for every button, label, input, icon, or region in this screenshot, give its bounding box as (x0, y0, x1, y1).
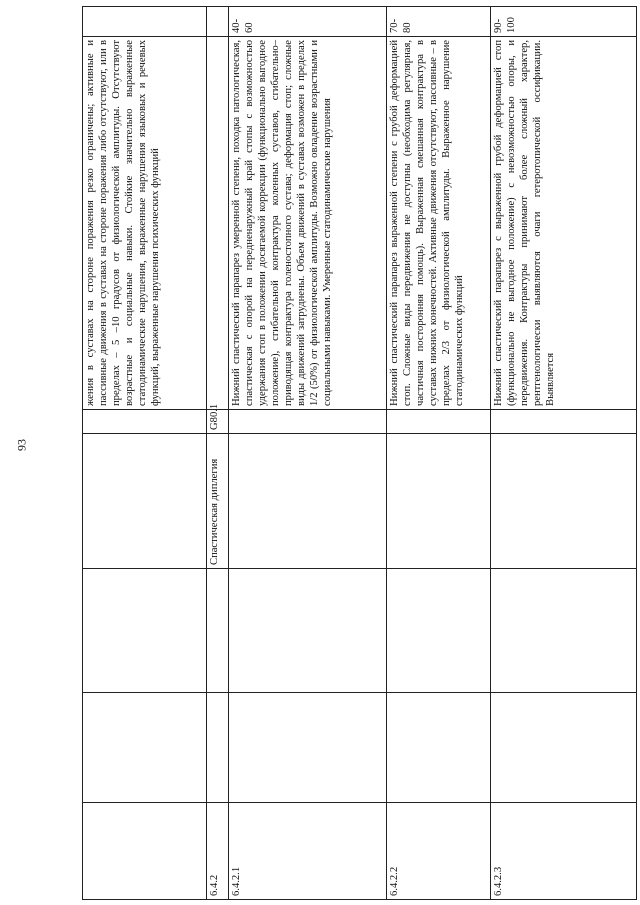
rotated-table-container (82, 7, 636, 900)
icd-cell (387, 410, 491, 434)
description-cell (207, 37, 229, 410)
description-cell: Нижний спастический парапарез выраженной степени с грубой деформацией стоп. Сложные виды передвижения не доступны (необходима регулярная, частичная посторонняя помощь). Выраженная смешанная контрактура в суставах нижних конечностей. Активные движения отсутствуют, пассивные – в пределах 2/3 от физиологической амплитуды. Выраженное нарушение статодинамических функций (387, 37, 491, 410)
table-row (229, 7, 387, 900)
disease-cell (491, 434, 637, 569)
disease-cell: Спастическая диплегия (207, 434, 229, 569)
empty-cell (229, 693, 387, 803)
empty-cell (491, 693, 637, 803)
empty-cell (207, 693, 229, 803)
empty-cell (491, 569, 637, 693)
percent-cell: 40-60 (229, 7, 387, 37)
icd-cell: G80.1 (207, 410, 229, 434)
empty-cell (83, 693, 207, 803)
description-cell: Нижний спастический парапарез умеренной степени, походка патологическая, спастическая с опорой на передненаружный край стопы с возможностью удержания стоп в положении досягаемой коррекции (функционально выгодное положение), сгибательной контрактура коленных суставов, сгибательно–приводящая контрактура голеностопного сустава; деформация стоп; сложные виды движений затруднены. Объем движений в суставах возможен в пределах 1/2 (50%) от физиологической амплитуды. Возможно овладение возрастными и социальными навыками. Умеренные статодинамические нарушения (229, 37, 387, 410)
description-cell: Нижний спастический парапарез с выраженной грубой деформацией стоп (функционально не выгодное положение) с невозможностью опоры, и передвижения. Контрактуры принимают более сложный характер, рентгенологически выявляются очаги гетеротопической оссификации. Выявляется (491, 37, 637, 410)
table-row (491, 7, 637, 900)
disease-cell (83, 434, 207, 569)
disability-criteria-table (82, 6, 637, 900)
table-row (387, 7, 491, 900)
icd-cell (491, 410, 637, 434)
percent-cell (207, 7, 229, 37)
code-cell (83, 803, 207, 900)
code-cell: 6.4.2.2 (387, 803, 491, 900)
page-number: 93 (14, 439, 29, 451)
disease-cell (229, 434, 387, 569)
table-row (83, 7, 207, 900)
empty-cell (387, 569, 491, 693)
code-cell: 6.4.2.3 (491, 803, 637, 900)
percent-cell (83, 7, 207, 37)
percent-cell: 70-80 (387, 7, 491, 37)
icd-cell (83, 410, 207, 434)
code-cell: 6.4.2 (207, 803, 229, 900)
description-cell: жения в суставах на стороне поражения резко ограничены; активные и пассивные движения в суставах на стороне поражения либо отсутствуют, или в пределах – 5 –10 градусов от физиологической амплитуды. Отсутствуют возрастные и социальные навыки. Стойкие значительно выраженные статодинамические нарушения, выраженные нарушения языковых и речевых функций, выраженные нарушения психических функций (83, 37, 207, 410)
table-row (207, 7, 229, 900)
empty-cell (229, 569, 387, 693)
empty-cell (207, 569, 229, 693)
icd-cell (229, 410, 387, 434)
empty-cell (83, 569, 207, 693)
disease-cell (387, 434, 491, 569)
percent-cell: 90-100 (491, 7, 637, 37)
empty-cell (387, 693, 491, 803)
code-cell: 6.4.2.1 (229, 803, 387, 900)
